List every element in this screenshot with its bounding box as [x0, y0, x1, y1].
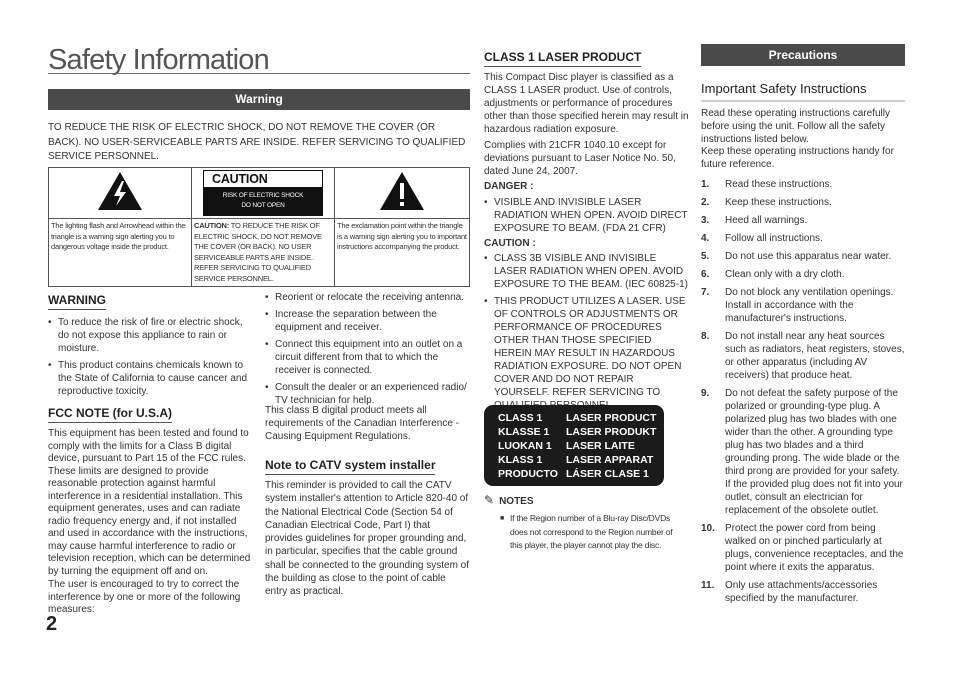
exclamation-triangle-icon	[378, 170, 426, 212]
page-title: Safety Information	[48, 44, 269, 76]
warning-heading: WARNING	[48, 293, 106, 310]
safety-instructions-heading: Important Safety Instructions	[701, 81, 905, 102]
caution-label	[203, 170, 323, 216]
laser-label-row: KLASS 1 LASER APPARAT	[498, 454, 654, 466]
catv-heading: Note to CATV system installer	[265, 458, 435, 475]
laser-label-row: PRODUCTO LÁSER CLASE 1	[498, 468, 649, 480]
lightning-symbol-cell	[49, 168, 192, 219]
page-number: 2	[46, 613, 58, 635]
instruction-item: 5. Do not use this apparatus near water.	[701, 251, 892, 262]
instruction-item: 1. Read these instructions.	[701, 179, 833, 190]
measure-item: • Reorient or relocate the receiving antenna.	[265, 291, 470, 304]
precautions-intro-1: Read these operating instructions carefully before using the unit. Follow all the safety instructions listed below.	[701, 108, 890, 145]
instruction-item: 4. Follow all instructions.	[701, 233, 823, 244]
class-b-text: This class B digital product meets all requirements of the Canadian Interference - Causing Equipment Regulations.	[265, 405, 459, 442]
caution-description	[192, 219, 335, 287]
fcc-para-1: This equipment has been tested and found to comply with the limits for a Class B digital device, pursuant to Part 15 of the FCC rules. These limits are designed to provide reasonable protection against harmful interference in a residential installation. This equipment generates, uses and can radiate radio frequency energy and, if not installed and used in accordance with the instructions, may cause harmful interference to radio or television reception, which can be determined by turning the equipment off and on.	[48, 428, 251, 577]
laser-label-box	[484, 405, 664, 486]
instruction-item: 3. Heed all warnings.	[701, 215, 808, 226]
precautions-intro-2: Keep these operating instructions handy for future reference.	[701, 146, 894, 170]
safety-instructions-list	[701, 178, 907, 610]
instruction-item: 11. Only use attachments/accessories specified by the manufacturer.	[701, 580, 878, 604]
laser-label-row: LUOKAN 1 LASER LAITE	[498, 440, 635, 452]
exclamation-description: The exclamation point within the triangle is a warning sign alerting you to important instructions accompanying the product.	[335, 219, 470, 287]
measure-item: • Consult the dealer or an experienced radio/ TV technician for help.	[265, 381, 470, 407]
measure-item: • Connect this equipment into an outlet on a circuit different from that to which the receiver is connected.	[265, 338, 470, 377]
caution-description-bold: CAUTION:	[194, 221, 230, 230]
exclamation-symbol-cell	[335, 168, 470, 219]
notes-text: If the Region number of a Blu-ray Disc/DVDs does not correspond to the Region number of this player, the player cannot play the disc.	[510, 513, 673, 550]
caution-label-sub: RISK OF ELECTRIC SHOCK DO NOT OPEN	[204, 187, 322, 215]
caution-label-title: CAUTION	[212, 172, 268, 186]
caution-label-cell	[192, 168, 335, 219]
warning-item: • This product contains chemicals known to the State of California to cause cancer and reproductive toxicity.	[48, 359, 253, 398]
laser-caution-item: • CLASS 3B VISIBLE AND INVISIBLE LASER RADIATION WHEN OPEN. AVOID EXPOSURE TO THE BEAM. (IEC 60825-1)	[484, 252, 689, 291]
notes-header	[484, 493, 534, 507]
laser-label-row: KLASSE 1 LASER PRODUKT	[498, 426, 657, 438]
pencil-note-icon: ✎	[484, 493, 495, 507]
square-bullet-icon: ■	[500, 515, 505, 522]
danger-list	[484, 196, 689, 239]
warning-list	[48, 316, 253, 402]
instruction-item: 6. Clean only with a dry cloth.	[701, 269, 845, 280]
lightning-triangle-icon	[96, 170, 144, 212]
fcc-section	[48, 404, 172, 423]
fcc-para-2: The user is encouraged to try to correct the interference by one or more of the following measures:	[48, 579, 241, 615]
notes-item	[500, 512, 685, 553]
warning-item: • To reduce the risk of fire or electric shock, do not expose this appliance to rain or moisture.	[48, 316, 253, 355]
laser-para-1: This Compact Disc player is classified as a CLASS 1 LASER product. Use of controls, adjustments or performance of procedures other than those specified herein may result in hazardous radiation exposure.	[484, 72, 689, 135]
laser-heading: CLASS 1 LASER PRODUCT	[484, 50, 641, 67]
danger-label: DANGER :	[484, 181, 534, 192]
lightning-description: The lighting flash and Arrowhead within the triangle is a warning sign alerting you to dangerous voltage inside the product.	[49, 219, 192, 287]
instruction-item: 9. Do not defeat the safety purpose of the polarized or grounding-type plug. A polarized plug has two blades with one wider than the other. A grounding type plug has two blades and a third grounding prong. The wide blade or the third prong are provided for your safety. If the provided plug does not fit into your outlet, consult an electrician for replacement of the obsolete outlet.	[701, 388, 903, 516]
laser-caution-list	[484, 252, 689, 416]
precautions-bar: Precautions	[701, 44, 905, 66]
caution-symbol-table	[48, 167, 470, 287]
laser-label-row: CLASS 1 LASER PRODUCT	[498, 412, 657, 424]
instruction-item: 7. Do not block any ventilation openings. Install in accordance with the manufacturer's instructions.	[701, 287, 894, 324]
catv-section	[265, 456, 435, 475]
warning-intro: TO REDUCE THE RISK OF ELECTRIC SHOCK, DO NOT REMOVE THE COVER (OR BACK). NO USER-SERVICEABLE PARTS ARE INSIDE. REFER SERVICING TO QUALIFIED SERVICE PERSONNEL.	[48, 122, 466, 162]
notes-label: NOTES	[499, 496, 534, 507]
fcc-heading: FCC NOTE (for U.S.A)	[48, 406, 172, 423]
title-rule	[48, 73, 470, 74]
laser-caution-label: CAUTION :	[484, 238, 536, 249]
instruction-item: 10. Protect the power cord from being walked on or pinched particularly at plugs, convenience receptacles, and the point where it exits the apparatus.	[701, 523, 904, 573]
instruction-item: 2. Keep these instructions.	[701, 197, 832, 208]
instruction-item: 8. Do not install near any heat sources such as radiators, heat registers, stoves, or other apparatus (including AV receivers) that produce heat.	[701, 331, 905, 381]
danger-item: • VISIBLE AND INVISIBLE LASER RADIATION WHEN OPEN. AVOID DIRECT EXPOSURE TO BEAM. (FDA 21 CFR)	[484, 196, 689, 235]
warning-bar: Warning	[48, 89, 470, 110]
caution-description-text: TO REDUCE THE RISK OF ELECTRIC SHOCK, DO NOT REMOVE THE COVER (OR BACK). NO USER SERVICEABLE PARTS ARE INSIDE. REFER SERVICING TO QUALIFIED SERVICE PERSONNEL.	[194, 221, 322, 283]
interference-measures-list	[265, 291, 470, 411]
measure-item: • Increase the separation between the equipment and receiver.	[265, 308, 470, 334]
laser-para-2: Complies with 21CFR 1040.10 except for deviations pursuant to Laser Notice No. 50, dated June 24, 2007.	[484, 140, 676, 177]
laser-caution-item: • THIS PRODUCT UTILIZES A LASER. USE OF CONTROLS OR ADJUSTMENTS OR PERFORMANCE OF PROCEDURES OTHER THAN THOSE SPECIFIED HEREIN MAY RESULT IN HAZARDOUS RADIATION EXPOSURE. DO NOT OPEN COVER AND DO NOT REPAIR YOURSELF. REFER SERVICING TO	[484, 295, 689, 412]
warning-section	[48, 291, 106, 310]
catv-text: This reminder is provided to call the CATV system installer's attention to Article 820-40 of the National Electrical Code (Section 54 of Canadian Electrical Code, Part I) that provides guidelines for proper grounding and, in particular, specifies that the cable ground shall be connected to the grounding system of the building as close to the point of cable entry as practical.	[265, 480, 470, 598]
laser-section	[484, 48, 641, 67]
